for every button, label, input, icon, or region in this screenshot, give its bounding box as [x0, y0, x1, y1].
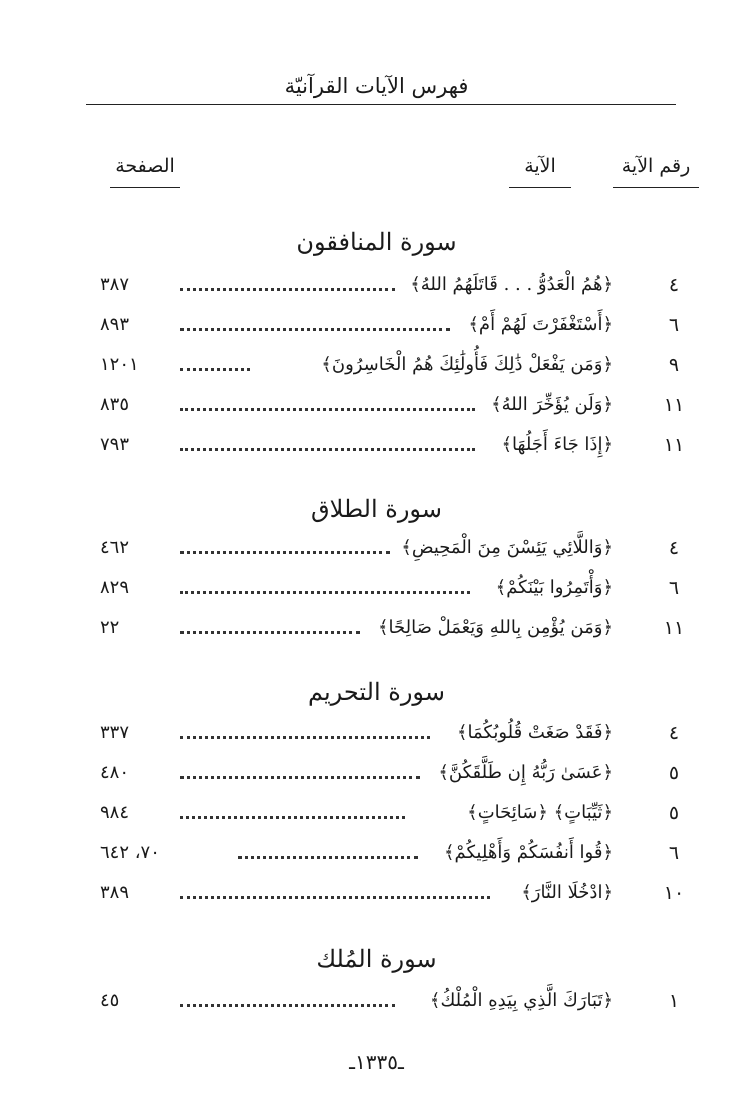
- surah-title: سورة المنافقون: [296, 228, 457, 256]
- page-reference: ٨٢٩: [100, 577, 130, 598]
- page-reference: ٤٨٠: [100, 762, 130, 783]
- dot-leader: [180, 448, 475, 451]
- verse-number: ٦: [668, 577, 680, 599]
- verse-text: ﴿وَمَن يَفْعَلْ ذَٰلِكَ فَأُولَٰئِكَ هُمُ الْخَاسِرُونَ﴾: [321, 354, 613, 375]
- verse-text: ﴿تَبَارَكَ الَّذِي بِيَدِهِ الْمُلْكُ﴾: [429, 990, 613, 1011]
- dot-leader: [180, 408, 475, 411]
- dot-leader: [180, 591, 470, 594]
- verse-number: ٦: [668, 842, 680, 864]
- verse-text: ﴿وَمَن يُؤْمِن بِاللهِ وَيَعْمَلْ صَالِحًا﴾: [377, 617, 613, 638]
- verse-text: ﴿عَسَىٰ رَبُّهُ إِن طَلَّقَكُنَّ﴾: [438, 762, 613, 783]
- column-header-page-label: الصفحة: [115, 155, 175, 177]
- verse-number: ١: [668, 990, 680, 1012]
- dot-leader: [180, 551, 390, 554]
- verse-text: ﴿إِذَا جَاءَ أَجَلُهَا﴾: [501, 434, 613, 455]
- column-header-underline: [613, 187, 699, 188]
- page-reference: ٣٣٧: [100, 722, 130, 743]
- verse-number: ٥: [668, 762, 680, 784]
- page-reference: ٢٢: [100, 617, 120, 638]
- verse-text: ﴿ثَيِّبَاتٍ﴾ ﴿سَائِحَاتٍ﴾: [467, 802, 613, 823]
- header-divider: [86, 104, 676, 105]
- column-header-underline: [110, 187, 180, 188]
- page-reference: ٨٣٥: [100, 394, 130, 415]
- verse-number: ٩: [668, 354, 680, 376]
- dot-leader: [238, 856, 418, 859]
- dot-leader: [180, 328, 450, 331]
- page-reference: ٤٦٢: [100, 537, 130, 558]
- column-header-verse: [509, 155, 571, 188]
- verse-text: ﴿قُوا أَنفُسَكُمْ وَأَهْلِيكُمْ﴾: [443, 842, 613, 863]
- page-number: ـ١٣٣٥ـ: [349, 1050, 404, 1074]
- surah-title: سورة الطلاق: [311, 495, 442, 523]
- dot-leader: [180, 736, 430, 739]
- page-reference: ١٢٠١: [100, 354, 139, 375]
- page-reference: ٨٩٣: [100, 314, 130, 335]
- index-entry: [0, 990, 753, 1020]
- index-entry: [0, 274, 753, 304]
- index-entry: [0, 314, 753, 344]
- column-header-verse-label: الآية: [524, 155, 556, 177]
- surah-title: سورة التحريم: [308, 678, 445, 706]
- verse-text: ﴿أَسْتَغْفَرْتَ لَهُمْ أَمْ﴾: [468, 314, 613, 335]
- verse-number: ١١: [663, 394, 685, 416]
- index-entry: [0, 762, 753, 792]
- verse-number: ١٠: [663, 882, 685, 904]
- running-header: فهرس الآيات القرآنيّة: [284, 74, 469, 98]
- surah-title: سورة المُلك: [316, 945, 437, 973]
- verse-number: ١١: [663, 434, 685, 456]
- index-entry: [0, 882, 753, 912]
- index-entry: [0, 802, 753, 832]
- column-header-verse-number: [613, 155, 699, 188]
- column-header-page: [110, 155, 180, 188]
- dot-leader: [180, 776, 420, 779]
- dot-leader: [180, 631, 360, 634]
- verse-number: ٤: [668, 274, 680, 296]
- dot-leader: [180, 1004, 395, 1007]
- index-entry: [0, 617, 753, 647]
- index-entry: [0, 722, 753, 752]
- page-reference: ٩٨٤: [100, 802, 130, 823]
- verse-number: ٤: [668, 722, 680, 744]
- dot-leader: [180, 288, 395, 291]
- dot-leader: [180, 816, 405, 819]
- dot-leader: [180, 896, 490, 899]
- column-header-verse-number-label: رقم الآية: [621, 155, 691, 177]
- verse-text: ﴿هُمُ الْعَدُوُّ . . . قَاتَلَهُمُ اللهُ﴾: [410, 274, 613, 295]
- page-reference: ٤٥: [100, 990, 120, 1011]
- dot-leader: [180, 368, 250, 371]
- verse-number: ٥: [668, 802, 680, 824]
- page-reference: ٧٩٣: [100, 434, 130, 455]
- column-header-underline: [509, 187, 571, 188]
- index-entry: [0, 434, 753, 464]
- verse-number: ٦: [668, 314, 680, 336]
- verse-text: ﴿وَاللَّائِي يَئِسْنَ مِنَ الْمَحِيضِ﴾: [401, 537, 613, 558]
- verse-text: ﴿فَقَدْ صَغَتْ قُلُوبُكُمَا﴾: [456, 722, 613, 743]
- verse-text: ﴿وَأْتَمِرُوا بَيْنَكُمْ﴾: [495, 577, 613, 598]
- verse-number: ١١: [663, 617, 685, 639]
- page-reference: ٧٠، ٦٤٢: [100, 842, 160, 863]
- page-reference: ٣٨٧: [100, 274, 130, 295]
- index-entry: [0, 842, 753, 872]
- verse-number: ٤: [668, 537, 680, 559]
- page-reference: ٣٨٩: [100, 882, 130, 903]
- verse-text: ﴿وَلَن يُؤَخِّرَ اللهُ﴾: [491, 394, 613, 415]
- index-entry: [0, 354, 753, 384]
- index-entry: [0, 577, 753, 607]
- index-entry: [0, 537, 753, 567]
- index-entry: [0, 394, 753, 424]
- verse-text: ﴿ادْخُلَا النَّارَ﴾: [521, 882, 613, 903]
